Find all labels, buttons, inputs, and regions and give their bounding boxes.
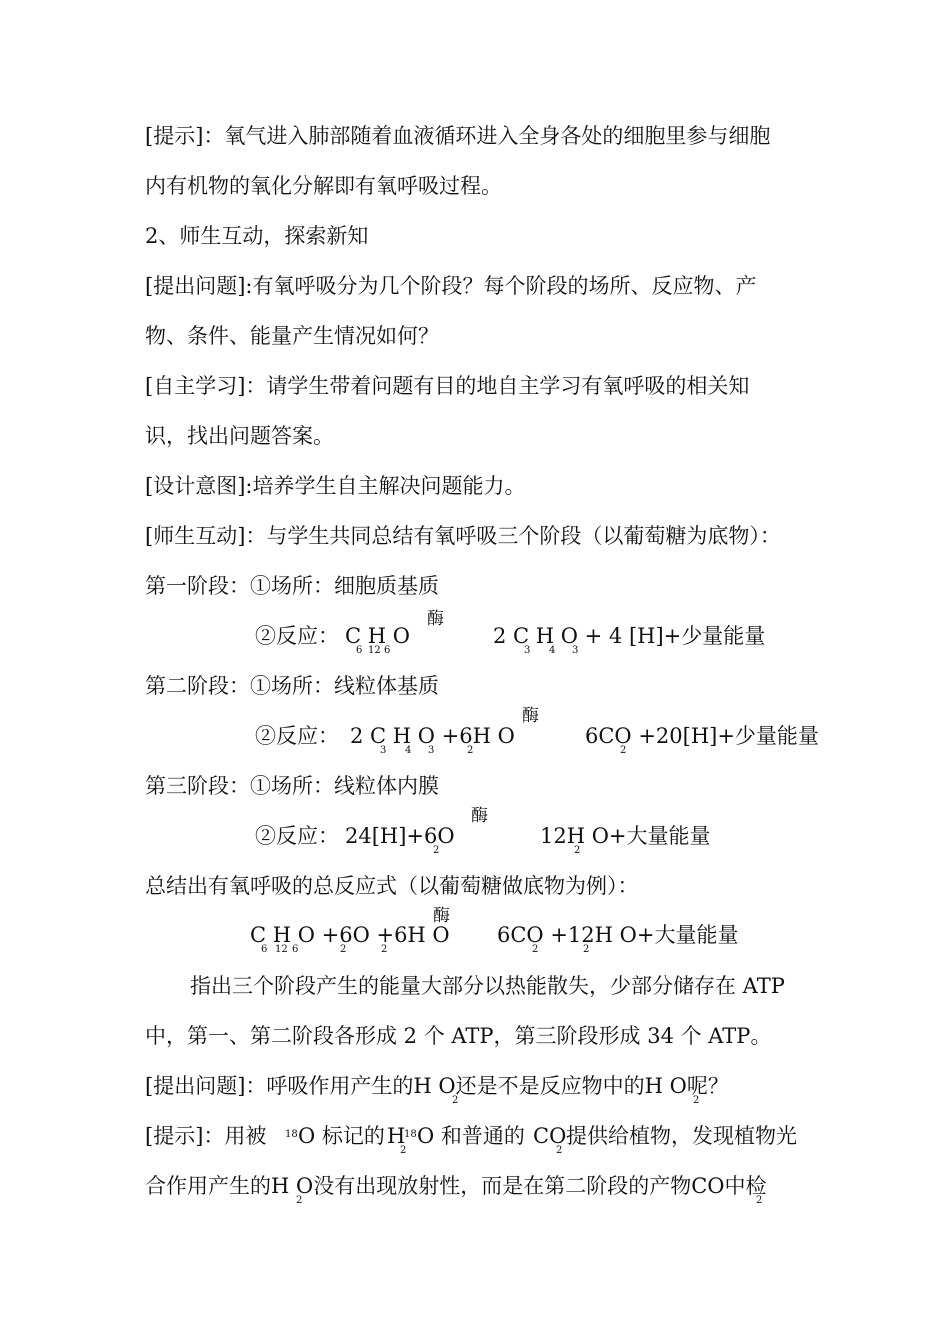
stage-3-reaction-label: ②反应：	[255, 824, 339, 848]
total-product: 6CO +12H O+大量能量	[497, 923, 739, 947]
stage-2-product: 6CO +20[H]+少量能量	[585, 724, 819, 748]
enzyme-label-1: 酶	[427, 609, 444, 629]
hint-line-2: 内有机物的氧化分解即有氧呼吸过程。	[145, 174, 502, 198]
subscript: 2	[433, 845, 440, 856]
last-line	[145, 1173, 767, 1199]
subscript: 6	[384, 645, 391, 656]
subscript: 2	[756, 1195, 763, 1206]
subscript: 3	[428, 745, 435, 756]
subscript: 6	[292, 944, 299, 955]
last-line-suffix: 中检	[724, 1174, 767, 1198]
subscript: 2	[583, 944, 590, 955]
stage-1-product: 2 C H O + 4 [H]+少量能量	[493, 624, 766, 648]
stage-1-reaction-label: ②反应：	[255, 624, 339, 648]
subscript: 2	[381, 944, 388, 955]
isotope-hint-suffix: 提供给植物，发现植物光	[566, 1124, 797, 1148]
interaction-line: [师生互动]：与学生共同总结有氧呼吸三个阶段（以葡萄糖为底物）：	[145, 524, 781, 548]
enzyme-label-total: 酶	[433, 906, 450, 926]
stage-3-location: 第三阶段：①场所：线粒体内膜	[145, 774, 439, 798]
water-formula-a: H O	[413, 1074, 456, 1098]
isotope-hint-co2: CO	[533, 1124, 567, 1148]
subscript: 2	[400, 1145, 407, 1156]
subscript: 4	[549, 645, 556, 656]
stage-3-reactant: 24[H]+6O	[345, 824, 455, 848]
isotope-hint-o: O 和普通的	[417, 1124, 525, 1148]
water-question-prefix: [提出问题]：呼吸作用产生的	[145, 1074, 414, 1098]
atp-line-2: 中，第一、第二阶段各形成 2 个 ATP，第三阶段形成 34 个 ATP。	[145, 1024, 772, 1048]
total-reactant: C H O +6O +6H O	[250, 923, 450, 947]
subscript: 3	[380, 745, 387, 756]
superscript: 18	[404, 1129, 417, 1140]
last-line-middle: 没有出现放射性，而是在第二阶段的产物	[313, 1174, 692, 1198]
self-study-line-1: [自主学习]：请学生带着问题有目的地自主学习有氧呼吸的相关知	[145, 374, 750, 398]
hint-line-1: [提示]：氧气进入肺部随着血液循环进入全身各处的细胞里参与细胞	[145, 124, 771, 148]
stage-2-reaction-label: ②反应：	[255, 724, 339, 748]
subscript: 12	[368, 645, 381, 656]
isotope-hint-o18: O 标记的	[298, 1124, 385, 1148]
last-line-co2: CO	[691, 1174, 725, 1198]
question-line-1: [提出问题]:有氧呼吸分为几个阶段？每个阶段的场所、反应物、产	[145, 274, 757, 298]
stage-2-reactant: 2 C H O +6H O	[350, 724, 515, 748]
section-heading: 2、师生互动，探索新知	[145, 224, 369, 248]
subscript: 4	[405, 745, 412, 756]
atp-line-1: 指出三个阶段产生的能量大部分以热能散失，少部分储存在 ATP	[190, 974, 785, 998]
last-line-water: H O	[271, 1174, 314, 1198]
question-line-2: 物、条件、能量产生情况如何？	[145, 324, 439, 348]
isotope-hint-h: H	[387, 1124, 406, 1148]
subscript: 2	[467, 745, 474, 756]
water-question-suffix: 呢？	[686, 1074, 729, 1098]
subscript: 2	[296, 1195, 303, 1206]
water-formula-b: H O	[644, 1074, 687, 1098]
subscript: 6	[261, 944, 268, 955]
subscript: 3	[524, 645, 531, 656]
stage-2-location: 第二阶段：①场所：线粒体基质	[145, 674, 439, 698]
subscript: 2	[340, 944, 347, 955]
last-line-prefix: 合作用产生的	[145, 1174, 271, 1198]
enzyme-label-3: 酶	[471, 806, 488, 826]
water-question-middle: 还是不是反应物中的	[455, 1074, 645, 1098]
subscript: 6	[356, 645, 363, 656]
subscript: 2	[556, 1145, 563, 1156]
subscript: 12	[275, 944, 288, 955]
superscript: 18	[285, 1129, 298, 1140]
subscript: 2	[574, 845, 581, 856]
stage-1-location: 第一阶段：①场所：细胞质基质	[145, 574, 439, 598]
self-study-line-2: 识，找出问题答案。	[145, 424, 334, 448]
subscript: 2	[532, 944, 539, 955]
stage-1-reactant: C H O	[345, 624, 410, 648]
isotope-hint-prefix: [提示]：用被	[145, 1124, 267, 1148]
subscript: 2	[452, 1095, 459, 1106]
enzyme-label-2: 酶	[522, 706, 539, 726]
subscript: 2	[693, 1095, 700, 1106]
subscript: 3	[572, 645, 579, 656]
summary-line: 总结出有氧呼吸的总反应式（以葡萄糖做底物为例）：	[145, 874, 639, 898]
stage-3-product: 12H O+大量能量	[540, 824, 711, 848]
design-intent-line: [设计意图]:培养学生自主解决问题能力。	[145, 474, 526, 498]
subscript: 2	[620, 745, 627, 756]
water-question-line	[145, 1073, 729, 1099]
